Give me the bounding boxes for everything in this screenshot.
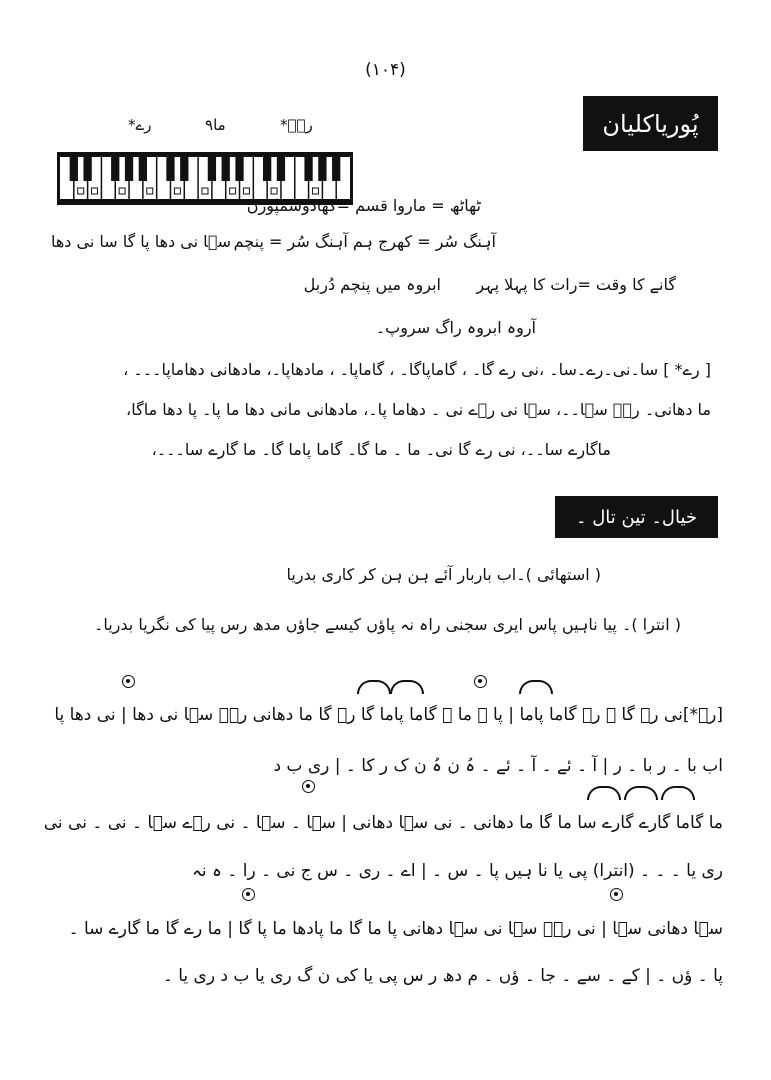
black-key	[208, 157, 216, 181]
black-key	[318, 157, 326, 181]
notation-row-3: ما گاما گارے گارے سا ما گا ما دھانی ۔ نی سؔا دھانی | سؔا ۔ سؔا ۔ نی رؔے سؔا ۔ نی ۔ نی نی	[43, 813, 723, 833]
sam-marker	[610, 888, 623, 901]
slur-arc	[357, 680, 391, 694]
keyboard-label-re-taar: رے*	[128, 116, 152, 134]
keyboard-label-re-komal: رےؔ*	[280, 116, 313, 134]
black-key	[111, 157, 119, 181]
sam-marker	[242, 888, 255, 901]
time-line: گانے کا وقت =رات کا پہلا پہر	[476, 275, 676, 294]
black-key	[277, 157, 285, 181]
note-mark	[243, 188, 249, 194]
notation-row-4: ری یا ۔ ۔ ۔ (انترا) پی یا نا ہیں پا ۔ س ۔ | اے ۔ ری ۔ س ج نی ۔ را ۔ ہ نہ	[191, 861, 723, 881]
note-mark	[92, 188, 98, 194]
black-key	[166, 157, 174, 181]
note-mark	[202, 188, 208, 194]
note-mark	[78, 188, 84, 194]
ahang-line: آہنگ سُر = کھرج ہم آہنگ سُر = پنچم	[233, 232, 496, 251]
note-mark	[312, 188, 318, 194]
black-key	[235, 157, 243, 181]
sam-marker	[122, 675, 135, 688]
black-key	[125, 157, 133, 181]
black-key	[263, 157, 271, 181]
aroh-heading: آروہ ابروہ راگ سروپ۔	[375, 318, 536, 337]
black-key	[83, 157, 91, 181]
pakad-line: سؔا نی دھا پا گا سا نی دھا	[50, 232, 231, 251]
slur-arc	[661, 786, 695, 800]
slur-arc	[390, 680, 424, 694]
sargam-line-3: ماگارے سا۔۔، نی رے گا نی۔ ما ۔ ما گا۔ گاما پاما گا۔ ما گارے سا۔۔۔،	[151, 440, 611, 459]
black-key	[180, 157, 188, 181]
raag-title: پُوریاکلیان	[583, 96, 718, 151]
note-mark	[147, 188, 153, 194]
note-mark	[174, 188, 180, 194]
sargam-line-2: ما دھانی۔ رےؔ سؔا۔۔، سؔا نی رؔے نی ۔ دھاما پا۔، مادھانی مانی دھا ما پا۔ پا دھا ماگا،	[126, 400, 711, 419]
notation-row-5: سؔا دھانی سؔا | نی رےؔ سؔا نی سؔا دھانی پا ما گا ما پادھا ما پا گا | ما رے گا ما گارے سا ۔	[68, 919, 723, 939]
black-key	[304, 157, 312, 181]
khayal-heading: خیال۔ تین تال ۔	[555, 496, 718, 538]
keyboard-label-ma-tivra: ما۹	[205, 116, 226, 134]
sam-marker	[302, 780, 315, 793]
black-key	[70, 157, 78, 181]
thaat-line: ٹھاٹھ = ماروا قسم =کھاڈوسمپُورن	[246, 196, 481, 215]
sargam-line-1: [ رے* ] سا۔نی۔رے۔سا۔ ،نی رے گا۔ ، گاماپاگا۔ ، گاماپا۔ ، مادھاپا۔، مادھانی دھاماپا۔۔۔ ،	[123, 360, 711, 379]
black-key	[222, 157, 230, 181]
slur-arc	[624, 786, 658, 800]
black-key	[332, 157, 340, 181]
black-key	[139, 157, 147, 181]
antra-line: ( انترا )۔ پیا ناہیں پاس ایری سجنی راہ نہ پاؤں کیسے جاؤں مدھ رس پیا کی نگریا بدریا۔	[93, 615, 681, 634]
sam-marker	[474, 675, 487, 688]
alankar-line: ابروہ میں پنچم دُربل	[303, 275, 441, 294]
note-mark	[119, 188, 125, 194]
note-mark	[271, 188, 277, 194]
notation-row-1: [رے*]نی رے گا ۔ رے گاما پاما | پا ۔ ما ۔ گاما پاما گا رے گا ما دھانی رےؔ سؔا نی دھا | نی دھا پا	[54, 705, 723, 725]
notation-row-2: اب با ۔ ر با ۔ ر | آ ۔ ئے ۔ آ ۔ ئے ۔ ہُ ن ہُ ن ک ر کا ۔ | ری ب د	[273, 756, 723, 776]
sthai-line: ( استھائی )۔اب باربار آئے ہن ہن کر کاری بدریا	[286, 565, 601, 584]
slur-arc	[587, 786, 621, 800]
slur-arc	[519, 680, 553, 694]
page-number: (۱۰۴)	[365, 60, 406, 80]
notation-row-6: پا ۔ ؤں ۔ | کے ۔ سے ۔ جا ۔ ؤں ۔ م دھ ر س پی یا کی ن گ ری یا ب د ری یا ۔	[162, 966, 723, 986]
note-mark	[230, 188, 236, 194]
